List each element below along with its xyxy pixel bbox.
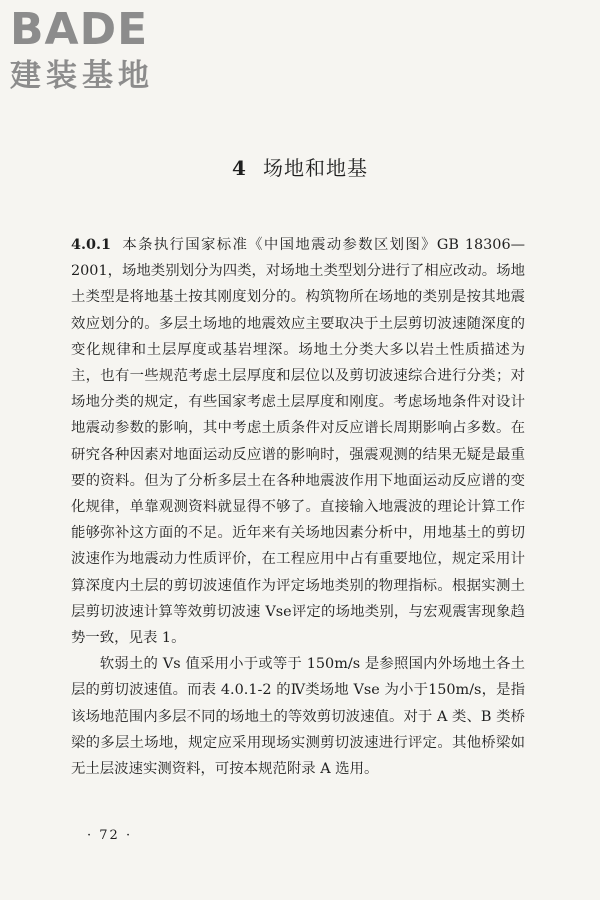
chapter-heading — [0, 152, 600, 181]
chapter-title: 场地和地基 — [262, 156, 368, 180]
body-text — [71, 232, 525, 782]
logo-mark: BADE — [10, 4, 149, 55]
logo — [10, 6, 185, 96]
logo-subtitle: 建装基地 — [10, 58, 154, 94]
paragraph-2: 软弱土的 Vs 值采用小于或等于 150m/s 是参照国内外场地土各土层的剪切波速值。而表 4.0.1-2 的Ⅳ类场地 Vse 为小于150m/s，是指该场地范围内多层不同的场地土的等效剪切波速值。对于 A 类、B 类桥梁的多层土场地，规定应采用现场实测剪切波速进行评定。其他桥梁如无土层波速实测资料，可按本规范附录 A 选用。 — [71, 656, 525, 778]
clause-number: 4.0.1 — [71, 236, 112, 253]
paragraph-1-text: 本条执行国家标准《中国地震动参数区划图》GB 18306—2001，场地类别划分为四类，对场地土类型划分进行了相应改动。场地土类型是将地基土按其刚度划分的。构筑物所在场地的类别是按其地震效应划分的。多层土场地的地震效应主要取决于土层剪切波速随深度的变化规律和土层厚度或基岩埋深。场地土分类大多以岩土性质描述为主，也有一些规范考虑土层厚度和层位以及剪切波速综合进行分类；对场地分类的规定，有些国家考虑土层厚度和刚度。考虑场地条件对设计地震动参数的影响，其中考虑土质条件对反应谱长周期影响占多数。在研究各种因素对地面运动反应谱的影响时，强震观测的结果无疑是最重要的资料。但为了分析多层土在各种地震波作用下地面运动反应谱的变化规律，单靠观测资料就显得不够了。直接输入地震波的理论计算工作能够弥补这方面的不足。近年来有关场地因素分析中，用地基土的剪切波速作为地震动力性质评价，在工程应用中占有重要地位，规定采用计算深度内土层的剪切波速值作为评定场地类别的物理指标。根据实测土层剪切波速计算等效剪切波速 Vse评定的场地类别，与宏观震害现象趋势一致，见表 1。 — [71, 237, 525, 647]
paragraph-1 — [71, 232, 525, 651]
page-number: · 72 · — [87, 828, 133, 843]
chapter-number: 4 — [232, 156, 247, 180]
